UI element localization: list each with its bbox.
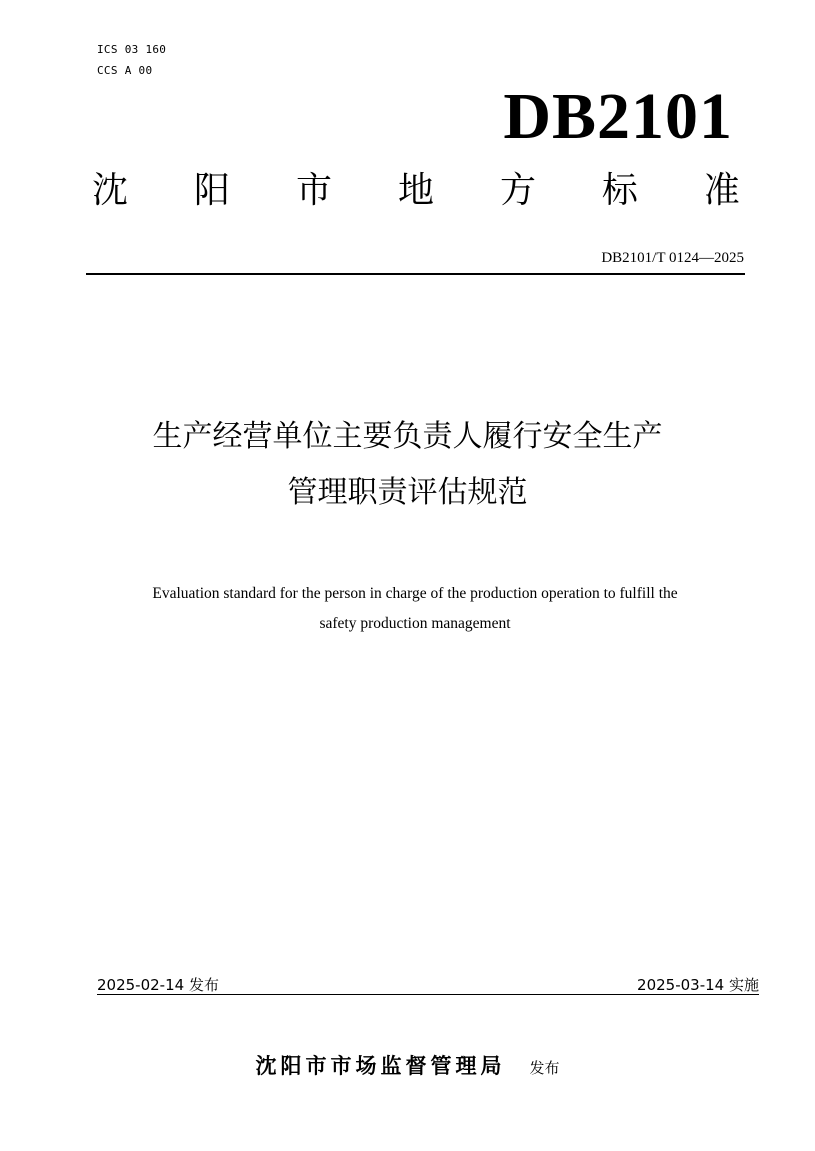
issuer-suffix: 发布	[529, 1059, 560, 1077]
title-english-line-2: safety production management	[319, 615, 511, 632]
implementation-date: 2025-03-14 实施	[637, 976, 759, 994]
issuer-name: 沈阳市市场监督管理局	[255, 1054, 506, 1078]
standard-type-char: 准	[703, 170, 740, 211]
document-number: DB2101/T 0124—2025	[601, 250, 744, 266]
footer-divider	[97, 994, 759, 995]
issue-date: 2025-02-14 发布	[97, 976, 219, 994]
standard-type-char: 阳	[193, 170, 230, 211]
standard-code-logo: DB2101	[503, 80, 733, 153]
standard-type-char: 标	[601, 170, 638, 211]
standard-type-heading	[92, 168, 740, 214]
ccs-code: CCS A 00	[97, 64, 153, 77]
title-chinese-line-1: 生产经营单位主要负责人履行安全生产	[152, 419, 663, 454]
title-english-line-1: Evaluation standard for the person in charge of the production operation to fulfill the	[152, 585, 678, 602]
standard-type-char: 市	[295, 170, 332, 211]
title-chinese-line-2: 管理职责评估规范	[287, 475, 528, 510]
header-divider	[86, 273, 745, 275]
standard-type-char: 方	[499, 170, 536, 211]
standard-type-char: 地	[397, 170, 434, 211]
ics-code: ICS 03 160	[97, 43, 167, 56]
issuer-row	[0, 1051, 815, 1083]
standard-type-char: 沈	[92, 170, 129, 211]
